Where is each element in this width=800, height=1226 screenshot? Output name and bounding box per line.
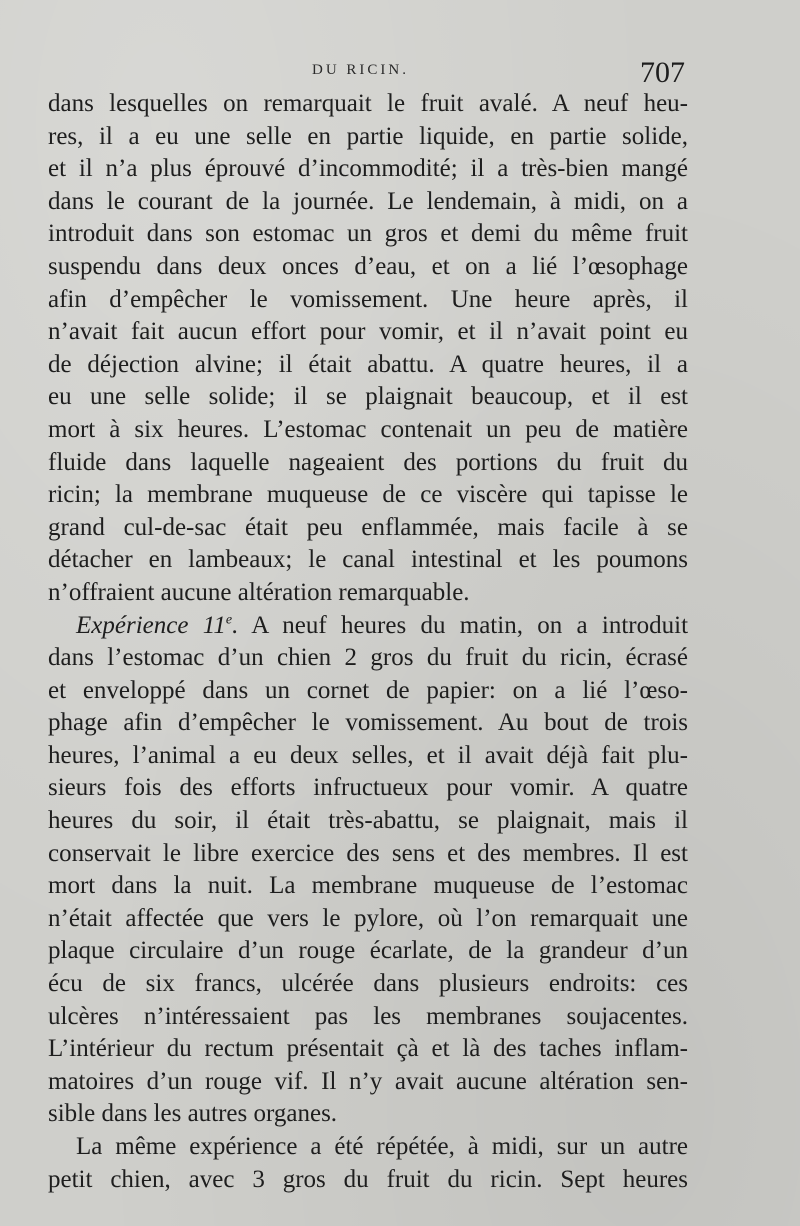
body-text	[48, 88, 688, 1196]
page-number: 707	[640, 56, 685, 89]
experiment-line	[48, 610, 688, 643]
text-line: n’était affectée que vers le pylore, où l’on remarquait une	[48, 904, 688, 932]
text-line: fluide dans laquelle nageaient des portions du fruit du	[48, 448, 688, 476]
text-line: de déjection alvine; il était abattu. A quatre heures, il a	[48, 350, 688, 378]
text-line: n’offraient aucune altération remarquable.	[48, 578, 470, 606]
experiment-word: Expérience	[76, 611, 189, 639]
text-line: et enveloppé dans un cornet de papier: on a lié l’œso-	[48, 676, 688, 704]
text-line: phage afin d’empêcher le vomissement. Au bout de trois	[48, 709, 688, 737]
text-line: suspendu dans deux onces d’eau, et on a lié l’œsophage	[48, 252, 688, 280]
text-line: introduit dans son estomac un gros et demi du même fruit	[48, 220, 688, 248]
text-line: sible dans les autres organes.	[48, 1100, 338, 1128]
text-line: heures, l’animal a eu deux selles, et il avait déjà fait plu-	[48, 741, 688, 769]
text-line: plaque circulaire d’un rouge écarlate, de la grandeur d’un	[48, 937, 688, 965]
text-line: n’avait fait aucun effort pour vomir, et il n’avait point eu	[48, 318, 688, 346]
text-line: ricin; la membrane muqueuse de ce viscère qui tapisse le	[48, 481, 688, 509]
text-line: grand cul-de-sac était peu enflammée, mais facile à se	[48, 513, 688, 541]
text-line: mort dans la nuit. La membrane muqueuse de l’estomac	[48, 872, 688, 900]
text-line: conservait le libre exercice des sens et des membres. Il est	[48, 839, 688, 867]
text-line: sieurs fois des efforts infructueux pour vomir. A quatre	[48, 774, 688, 802]
running-title: DU RICIN.	[312, 62, 409, 78]
text-line: et il n’a plus éprouvé d’incommodité; il a très-bien mangé	[48, 155, 688, 183]
text-line: détacher en lambeaux; le canal intestinal et les poumons	[48, 546, 688, 574]
text-line: La même expérience a été répétée, à midi, sur un autre	[76, 1133, 688, 1160]
text-line: ulcères n’intéressaient pas les membranes soujacentes.	[48, 1002, 688, 1030]
experiment-superscript: e	[225, 612, 233, 628]
experiment-period: .	[232, 611, 239, 639]
text-line: afin d’empêcher le vomissement. Une heure après, il	[48, 285, 688, 313]
text-line: A neuf heures du matin, on a introduit	[251, 611, 689, 639]
text-line: dans lesquelles on remarquait le fruit avalé. A neuf heu-	[48, 90, 688, 117]
text-line: dans le courant de la journée. Le lendemain, à midi, on a	[48, 187, 688, 215]
text-line: eu une selle solide; il se plaignait beaucoup, et il est	[48, 383, 688, 411]
text-line: petit chien, avec 3 gros du fruit du ricin. Sept heures	[48, 1165, 688, 1193]
experiment-heading	[76, 612, 238, 639]
text-line: mort à six heures. L’estomac contenait un peu de matière	[48, 415, 688, 443]
text-line: écu de six francs, ulcérée dans plusieurs endroits: ces	[48, 970, 688, 998]
text-line: heures du soir, il était très-abattu, se plaignait, mais il	[48, 807, 688, 835]
text-line: dans l’estomac d’un chien 2 gros du fruit du ricin, écrasé	[48, 644, 688, 672]
experiment-number: 11	[202, 611, 226, 639]
text-line: res, il a eu une selle en partie liquide, en partie solide,	[48, 122, 688, 150]
text-line: L’intérieur du rectum présentait çà et là des taches inflam-	[48, 1035, 688, 1063]
text-line: matoires d’un rouge vif. Il n’y avait aucune altération sen-	[48, 1067, 688, 1095]
